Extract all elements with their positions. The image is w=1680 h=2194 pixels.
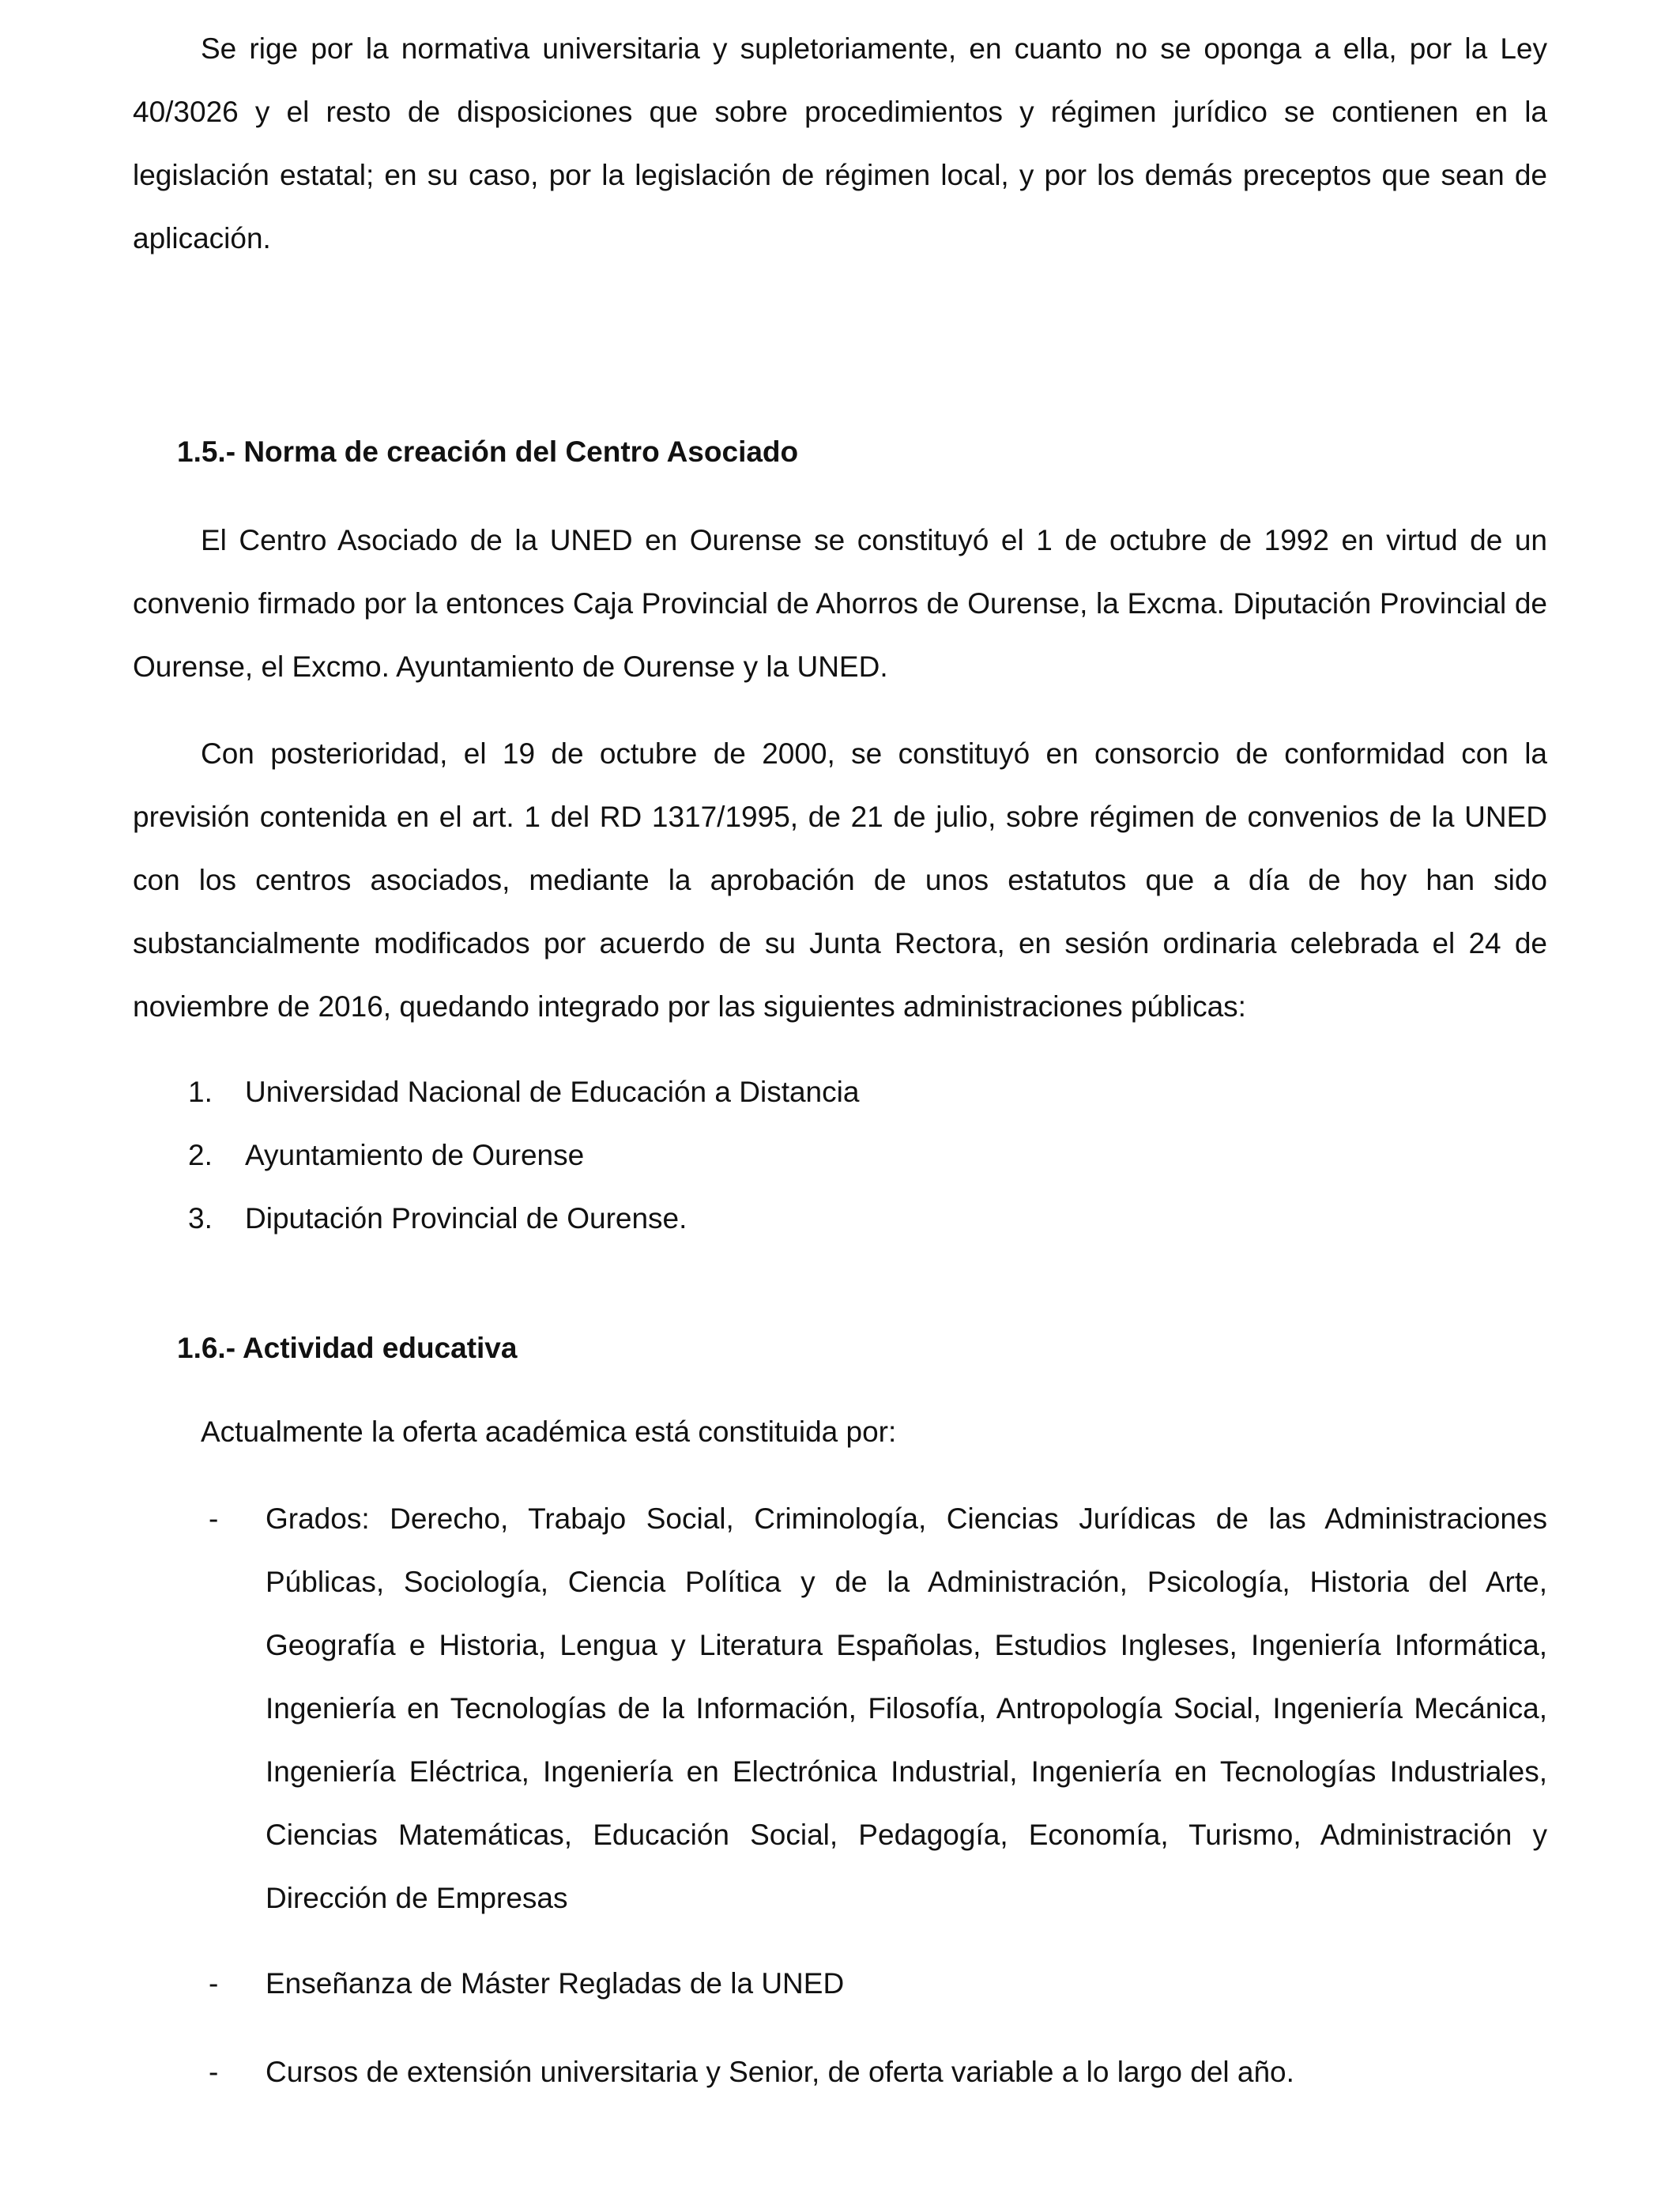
intro-paragraph: Se rige por la normativa universitaria y supletoriamente, en cuanto no se oponga a ella, por la Ley 40/3026 y el resto de disposiciones que sobre procedimientos y régimen jurídico se contienen en la legislación estatal; en su caso, por la legislación de régimen local, y por los demás preceptos que sean de aplicación. bbox=[133, 32, 1547, 254]
list-item bbox=[133, 1124, 1547, 1187]
list-text: Cursos de extensión universitaria y Senior, de oferta variable a lo largo del año. bbox=[266, 2056, 1294, 2088]
list-item bbox=[133, 1061, 1547, 1124]
list-number: 2. bbox=[188, 1139, 213, 1171]
list-dash: - bbox=[209, 2056, 219, 2088]
list-dash: - bbox=[209, 1967, 219, 2000]
list-text: Ayuntamiento de Ourense bbox=[245, 1139, 585, 1171]
section-1-5-heading: 1.5.- Norma de creación del Centro Asociado bbox=[177, 435, 799, 468]
section-1-6-heading: 1.6.- Actividad educativa bbox=[177, 1332, 518, 1364]
list-number: 1. bbox=[188, 1076, 213, 1108]
list-number: 3. bbox=[188, 1202, 213, 1235]
section-1-5-paragraph-1: El Centro Asociado de la UNED en Ourense se constituyó el 1 de octubre de 1992 en virtud de un convenio firmado por la entonces Caja Provincial de Ahorros de Ourense, la Excma. Diputación Provincial de Ourense, el Excmo. Ayuntamiento de Ourense y la UNED. bbox=[133, 524, 1547, 683]
list-text: Diputación Provincial de Ourense. bbox=[245, 1202, 687, 1235]
list-dash: - bbox=[209, 1502, 219, 1535]
list-text: Enseñanza de Máster Regladas de la UNED bbox=[266, 1967, 845, 2000]
list-item bbox=[133, 1187, 1547, 1250]
list-text: Grados: Derecho, Trabajo Social, Criminología, Ciencias Jurídicas de las Administraciones Públicas, Sociología, Ciencia Política y de la Administración, Psicología, Historia del Arte, Geografía e Historia, Lengua y Literatura Españolas, Estudios Ingleses, Ingeniería Informática, Ingeniería en Tecnologías de la Información, Filosofía, Antropología Social, Ingeniería Mecánica, Ingeniería Eléctrica, Ingeniería en Electrónica Industrial, Ingeniería en Tecnologías Industriales, Ciencias Matemáticas, Educación Social, Pedagogía, Economía, Turismo, Administración y Dirección de Empresas bbox=[266, 1502, 1547, 1914]
section-1-5-paragraph-2: Con posterioridad, el 19 de octubre de 2000, se constituyó en consorcio de conformidad con la previsión contenida en el art. 1 del RD 1317/1995, de 21 de julio, sobre régimen de convenios de la UNED con los centros asociados, mediante la aprobación de unos estatutos que a día de hoy han sido substancialmente modificados por acuerdo de su Junta Rectora, en sesión ordinaria celebrada el 24 de noviembre de 2016, quedando integrado por las siguientes administraciones públicas: bbox=[133, 737, 1547, 1023]
list-text: Universidad Nacional de Educación a Distancia bbox=[245, 1076, 860, 1108]
members-list bbox=[133, 1061, 1547, 1250]
section-1-6-intro: Actualmente la oferta académica está constituida por: bbox=[201, 1416, 897, 1448]
